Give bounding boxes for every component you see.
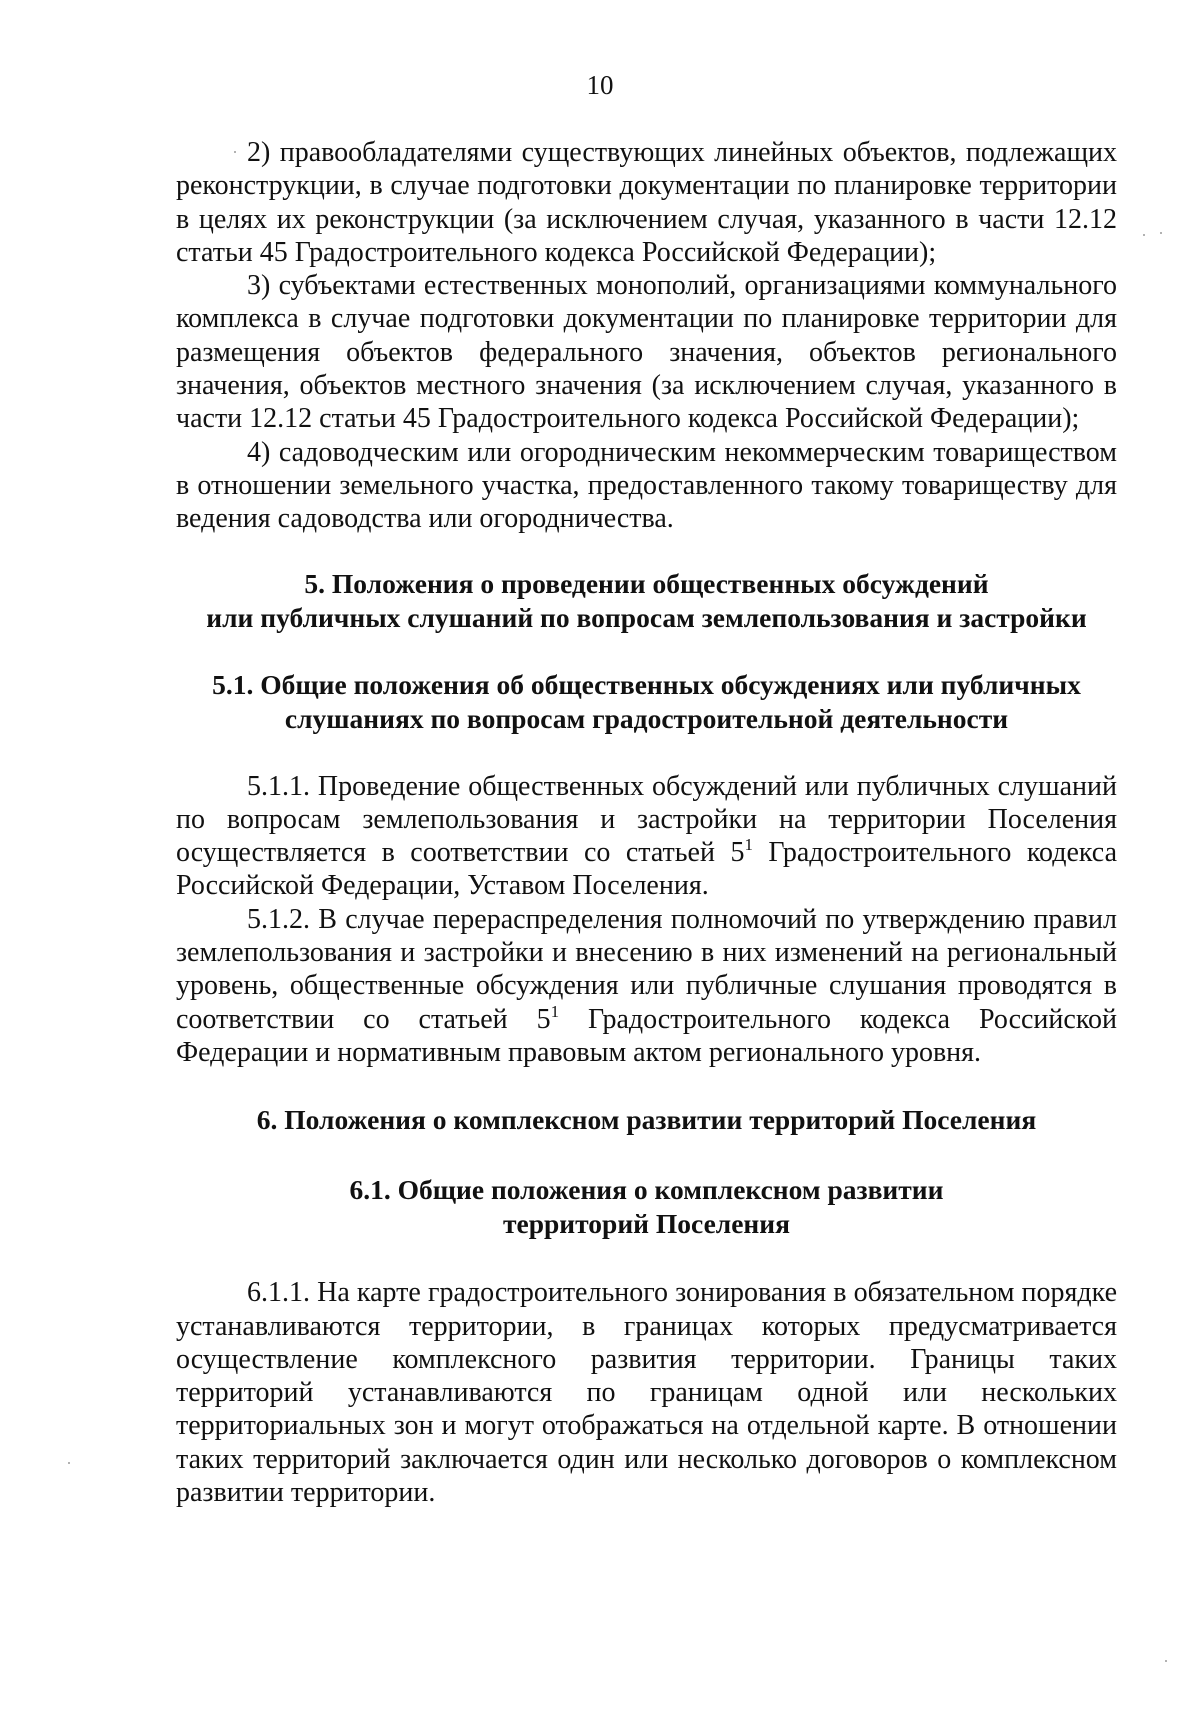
section-5-1-heading-line-1: 5.1. Общие положения об общественных обсуждениях или публичных: [212, 668, 1081, 700]
scan-speck: [1160, 232, 1162, 234]
paragraph-item-3: 3) субъектами естественных монополий, организациями коммунального комплекса в случае подготовки документации по планировке территории для размещения объектов федерального значения, объектов регионального значения, объектов местного значения (за исключением случая, указанного в части 12.12 статьи 45 Градостроительного кодекса Российской Федерации);: [176, 270, 1117, 435]
section-5-heading: [176, 567, 1117, 635]
scan-speck: [234, 151, 236, 153]
scan-speck: [1143, 234, 1145, 236]
section-6-1-heading-line-1: 6.1. Общие положения о комплексном развитии: [349, 1174, 944, 1206]
paragraph-5-1-1: [176, 770, 1117, 903]
section-6-heading: 6. Положения о комплексном развитии территорий Поселения: [256, 1104, 1037, 1136]
section-5-heading-line-1: 5. Положения о проведении общественных обсуждений: [304, 567, 989, 599]
paragraph-5-1-1-text-b: Градостроительного кодекса Российской Федерации, Уставом Поселения.: [176, 837, 1118, 902]
superscript: 1: [550, 1001, 560, 1021]
superscript: 1: [744, 835, 753, 855]
section-5-1-heading: [176, 668, 1117, 736]
paragraph-5-1-2-text-b: Градостроительного кодекса Российской Федерации и нормативным правовым актом регионального уровня.: [176, 1003, 1117, 1068]
paragraph-5-1-2-text-a: 5.1.2. В случае перераспределения полномочий по утверждению правил землепользования и застройки и внесению в них изменений на региональный уровень, общественные обсуждения или публичные слушания проводятся в соответствии со статьей 5: [176, 903, 1117, 1035]
scan-speck: [1165, 1660, 1167, 1662]
section-6-1-heading-line-2: территорий Поселения: [503, 1208, 790, 1240]
paragraph-item-4: 4) садоводческим или огородническим некоммерческим товариществом в отношении земельного участка, предоставленного такому товариществу для ведения садоводства или огородничества.: [176, 436, 1117, 535]
page-number: 10: [586, 70, 614, 100]
section-5-1-heading-line-2: слушаниях по вопросам градостроительной деятельности: [284, 702, 1009, 734]
page-content: [176, 136, 1117, 1509]
section-5-heading-line-2: или публичных слушаний по вопросам землепользования и застройки: [206, 601, 1087, 633]
paragraph-5-1-1-text-a: 5.1.1. Проведение общественных обсуждений или публичных слушаний по вопросам землепользования и застройки на территории Поселения осуществляется в соответствии со статьей 5: [176, 770, 1117, 869]
paragraph-5-1-2: [176, 903, 1117, 1069]
section-6-1-heading: [176, 1173, 1117, 1241]
paragraph-item-2: 2) правообладателями существующих линейных объектов, подлежащих реконструкции, в случае подготовки документации по планировке территории в целях их реконструкции (за исключением случая, указанного в части 12.12 статьи 45 Градостроительного кодекса Российской Федерации);: [176, 137, 1117, 268]
paragraph-6-1-1: 6.1.1. На карте градостроительного зонирования в обязательном порядке устанавливаются территории, в границах которых предусматривается осуществление комплексного развития территории. Границы таких территорий устанавливаются по границам одной или нескольких территориальных зон и могут отображаться на отдельной карте. В отношении таких территорий заключается один или несколько договоров о комплексном развитии территории.: [176, 1277, 1117, 1509]
scan-speck: [68, 1462, 70, 1464]
